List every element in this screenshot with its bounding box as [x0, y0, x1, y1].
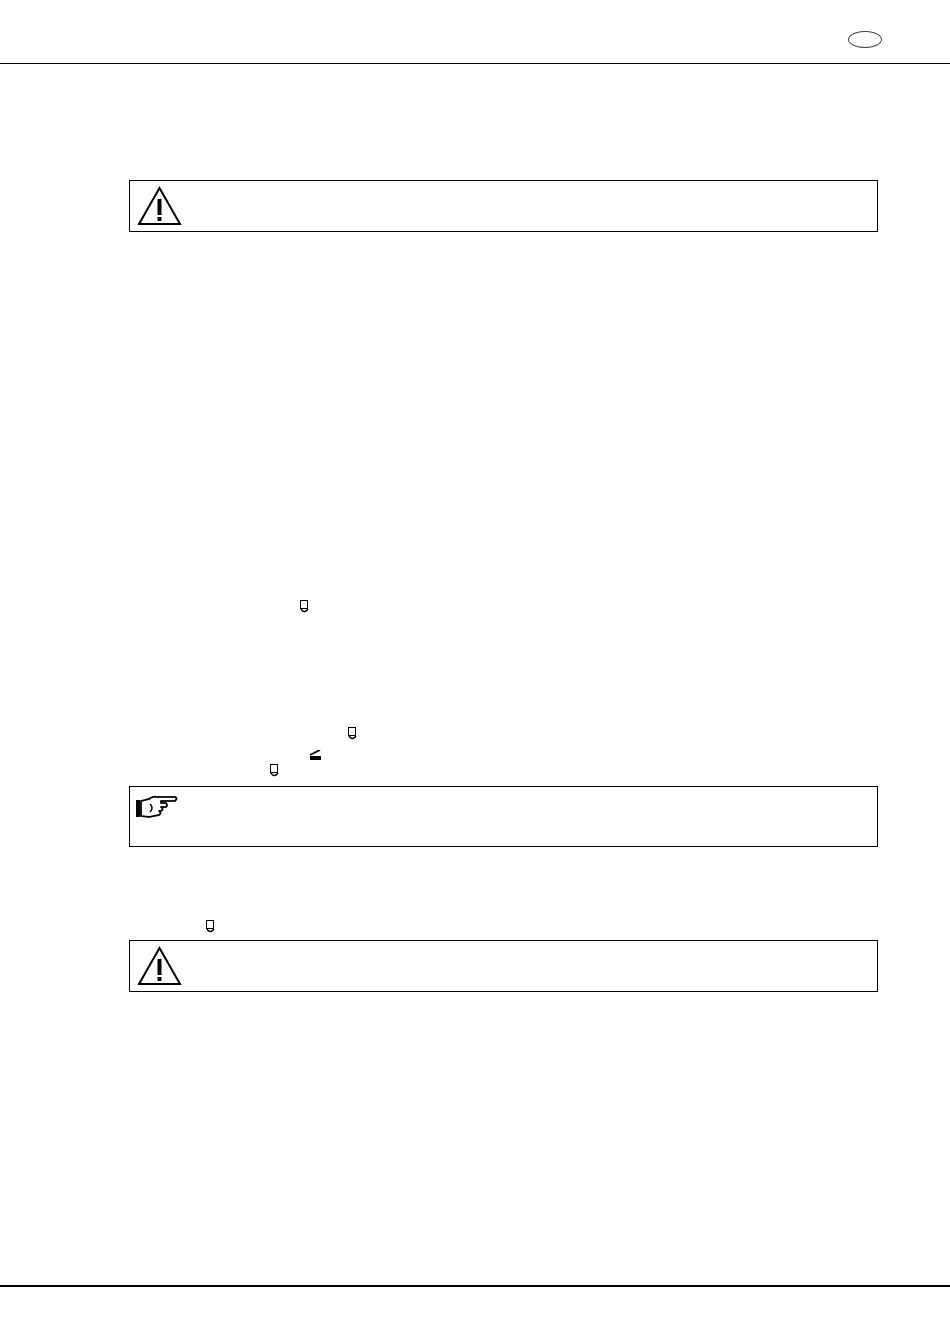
- header-rule: [0, 63, 950, 64]
- button-symbol-icon: [269, 764, 280, 779]
- warning-box: [129, 180, 878, 232]
- eject-symbol-icon: [309, 750, 322, 762]
- footer-rule: [0, 1285, 950, 1287]
- button-symbol-icon: [205, 920, 216, 935]
- pointing-hand-icon: [135, 795, 179, 821]
- button-symbol-icon: [347, 727, 358, 742]
- warning-triangle-icon: [137, 186, 182, 226]
- language-badge: [848, 31, 882, 48]
- warning-box: [129, 940, 878, 992]
- note-box: [129, 786, 878, 847]
- button-symbol-icon: [299, 600, 310, 615]
- warning-triangle-icon: [137, 946, 182, 986]
